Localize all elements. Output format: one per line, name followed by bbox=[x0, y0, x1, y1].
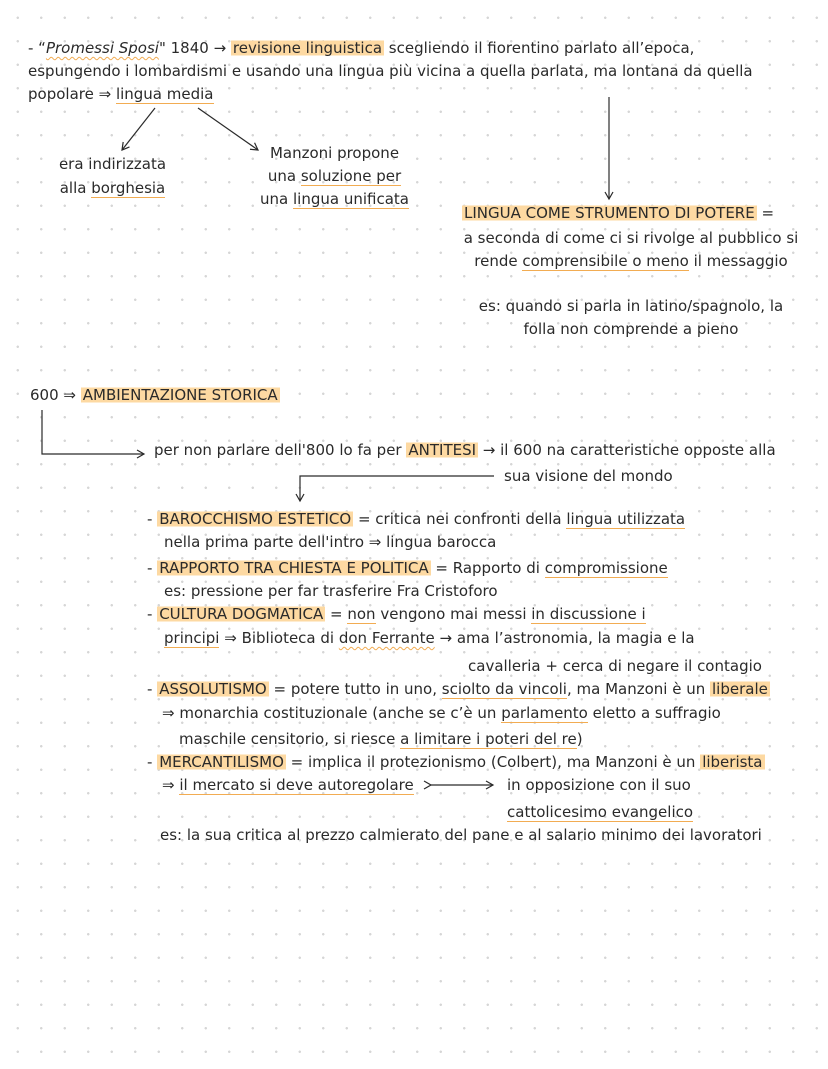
arrow-to-list bbox=[300, 476, 494, 501]
item-cultura-line-3: cavalleria + cerca di negare il contagio bbox=[468, 657, 762, 675]
item-cultura-line-2: principi ⇒ Biblioteca di don Ferrante → ama l’astronomia, la magia e la bbox=[164, 629, 695, 647]
antitesi-line: per non parlare dell'800 lo fa per ANTITESI → il 600 na caratteristiche opposte alla bbox=[154, 441, 776, 459]
item-barocchismo-line-2: nella prima parte dell'intro ⇒ lingua barocca bbox=[164, 533, 497, 551]
example-latino-line-1: es: quando si parla in latino/spagnolo, la bbox=[478, 297, 784, 315]
lingua-potere-line-2: a seconda di come ci si rivolge al pubblico si bbox=[463, 229, 799, 247]
item-assolutismo-line-3: maschile censitorio, si riesce a limitare i poteri del re) bbox=[179, 730, 583, 748]
item-rapporto: - RAPPORTO TRA CHIESTA E POLITICA = Rapporto di compromissione bbox=[147, 559, 668, 577]
arrow-to-borghesia bbox=[122, 108, 155, 150]
arrow-to-manzoni-propone bbox=[198, 108, 258, 150]
item-barocchismo: - BAROCCHISMO ESTETICO = critica nei confronti della lingua utilizzata bbox=[147, 510, 686, 528]
don-ferrante: don Ferrante bbox=[338, 629, 435, 647]
arrow-600-to-antitesi bbox=[42, 410, 144, 454]
item-mercantilismo: - MERCANTILISMO = implica il protezionismo (Colbert), ma Manzoni è un liberista bbox=[147, 753, 763, 771]
intro-line-2: espungendo i lombardismi e usando una lingua più vicina a quella parlata, ma lontana da quella bbox=[28, 62, 753, 80]
promessi-sposi-title: Promessi Sposi bbox=[45, 39, 159, 57]
lingua-potere-heading: LINGUA COME STRUMENTO DI POTERE = bbox=[464, 204, 775, 222]
item-mercantilismo-line-2: ⇒ il mercato si deve autoregolare bbox=[162, 776, 414, 794]
lingua-potere-line-3: rende comprensibile o meno il messaggio bbox=[474, 252, 788, 270]
branch-soluzione-line-3: una lingua unificata bbox=[260, 190, 409, 208]
branch-soluzione-line-1: Manzoni propone bbox=[269, 144, 400, 162]
branch-soluzione-line-2: una soluzione per bbox=[267, 167, 402, 185]
item-rapporto-line-2: es: pressione per far trasferire Fra Cristoforo bbox=[164, 582, 498, 600]
antitesi-line-2: sua visione del mondo bbox=[504, 467, 673, 485]
item-mercantilismo-example: es: la sua critica al prezzo calmierato del pane e al salario minimo dei lavoratori bbox=[160, 826, 762, 844]
section-600-heading: 600 ⇒ AMBIENTAZIONE STORICA bbox=[30, 386, 278, 404]
item-mercantilismo-opposizione: in opposizione con il suo bbox=[507, 776, 691, 794]
branch-borghesia-line-1: era indirizzata bbox=[58, 155, 167, 173]
intro-line-3: popolare ⇒ lingua media bbox=[28, 85, 214, 103]
branch-borghesia-line-2: alla borghesia bbox=[59, 179, 166, 197]
item-mercantilismo-cattolicesimo: cattolicesimo evangelico bbox=[507, 803, 694, 821]
highlight-revisione: revisione linguistica bbox=[232, 39, 383, 57]
item-assolutismo-line-2: ⇒ monarchia costituzionale (anche se c’è un parlamento eletto a suffragio bbox=[162, 704, 721, 722]
item-cultura: - CULTURA DOGMATICA = non vengono mai messi in discussione i bbox=[147, 605, 646, 623]
highlight-ambientazione: AMBIENTAZIONE STORICA bbox=[82, 386, 278, 404]
highlight-antitesi: ANTITESI bbox=[408, 441, 477, 459]
item-assolutismo: - ASSOLUTISMO = potere tutto in uno, sciolto da vincoli, ma Manzoni è un liberale bbox=[147, 680, 768, 698]
example-latino-line-2: folla non comprende a pieno bbox=[523, 320, 739, 338]
intro-line-1: - “Promessi Sposi" 1840 → revisione linguistica scegliendo il fiorentino parlato all’epoca, bbox=[28, 39, 695, 57]
lingua-media: lingua media bbox=[115, 85, 214, 103]
